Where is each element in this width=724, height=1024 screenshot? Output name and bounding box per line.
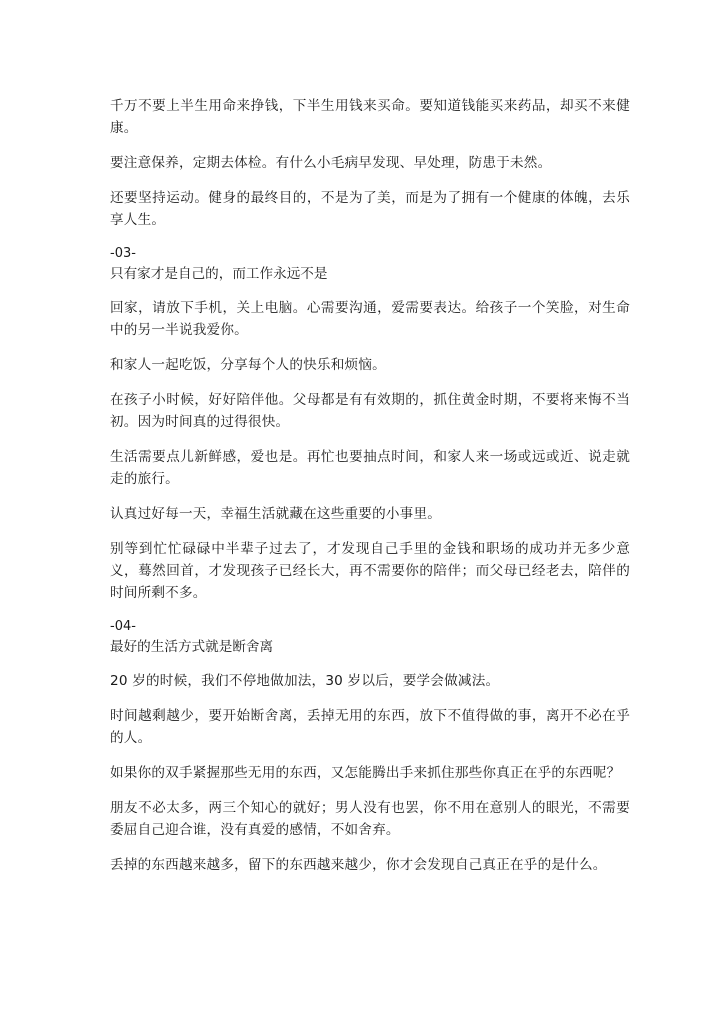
paragraph: 还要坚持运动。健身的最终目的，不是为了美，而是为了拥有一个健康的体魄，去乐享人生。 — [110, 190, 630, 228]
paragraph: 20 岁的时候，我们不停地做加法，30 岁以后，要学会做减法。 — [110, 673, 500, 689]
section-title: 最好的生活方式就是断舍离 — [110, 639, 274, 655]
paragraph: 认真过好每一天，幸福生活就藏在这些重要的小事里。 — [110, 506, 442, 522]
paragraph: 和家人一起吃饭，分享每个人的快乐和烦恼。 — [110, 357, 386, 373]
section-number: -03- — [110, 246, 136, 261]
paragraph: 别等到忙忙碌碌中半辈子过去了，才发现自己手里的金钱和职场的成功并无多少意义，蓦然回首，才发现孩子已经长大，再不需要你的陪伴；而父母已经老去，陪伴的时间所剩不多。 — [110, 541, 630, 601]
paragraph: 回家，请放下手机，关上电脑。心需要沟通，爱需要表达。给孩子一个笑脸，对生命中的另一半说我爱你。 — [110, 300, 630, 338]
paragraph: 千万不要上半生用命来挣钱，下半生用钱来买命。要知道钱能买来药品，却买不来健康。 — [110, 98, 630, 136]
paragraph: 丢掉的东西越来越多，留下的东西越来越少，你才会发现自己真正在乎的是什么。 — [110, 857, 607, 873]
section-title: 只有家才是自己的，而工作永远不是 — [110, 266, 328, 282]
section-number: -04- — [110, 619, 136, 634]
section-header-04 — [110, 617, 630, 657]
paragraph: 朋友不必太多，两三个知心的就好；男人没有也罢，你不用在意别人的眼光，不需要委屈自己迎合谁，没有真爱的感情，不如舍弃。 — [110, 800, 630, 838]
section-header-03 — [110, 244, 630, 284]
paragraph: 如果你的双手紧握那些无用的东西，又怎能腾出手来抓住那些你真正在乎的东西呢？ — [110, 765, 621, 781]
paragraph: 要注意保养，定期去体检。有什么小毛病早发现、早处理，防患于未然。 — [110, 155, 552, 171]
document-page — [110, 95, 630, 889]
paragraph: 生活需要点儿新鲜感，爱也是。再忙也要抽点时间，和家人来一场或远或近、说走就走的旅行。 — [110, 449, 630, 487]
paragraph: 在孩子小时候，好好陪伴他。父母都是有有效期的，抓住黄金时期，不要将来悔不当初。因为时间真的过得很快。 — [110, 392, 630, 430]
paragraph: 时间越剩越少，要开始断舍离，丢掉无用的东西，放下不值得做的事，离开不必在乎的人。 — [110, 708, 630, 746]
